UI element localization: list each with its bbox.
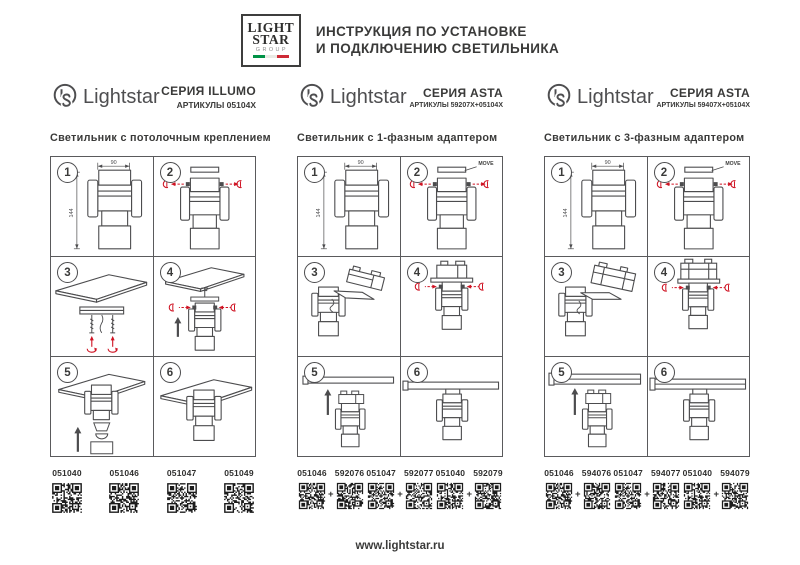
plus-sign: + [644,489,650,500]
svg-text:90: 90 [604,160,611,167]
step-number: 3 [551,262,572,283]
article-number: 594077 [650,468,681,478]
column-subtitle: Светильник с потолочным креплением [50,132,271,144]
svg-text:MOVE: MOVE [477,161,494,168]
qr-group [165,468,199,515]
step-number: 5 [304,362,325,383]
step-cell [50,156,153,256]
step-cell [50,256,153,356]
step-cell [544,356,647,456]
article-number: 051047 [366,468,396,478]
svg-text:MOVE: MOVE [724,161,741,168]
qr-item [720,468,750,511]
article-number: 592079 [473,468,503,478]
qr-item [404,468,434,511]
title-line-2: И ПОДКЛЮЧЕНИЮ СВЕТИЛЬНИКА [315,41,560,56]
article-number: 051046 [297,468,327,478]
article-number: 051047 [613,468,643,478]
qr-item [165,468,199,515]
column-subtitle: Светильник с 1-фазным адаптером [297,132,498,144]
step-cell [297,156,400,256]
column-asta-1phase [297,75,503,515]
qr-code [613,481,643,511]
columns [0,75,800,515]
logo-text-star: STAR [252,31,290,47]
svg-text:144: 144 [562,208,569,218]
qr-group [50,468,84,515]
lightstar-logo-icon [50,81,80,114]
qr-code [473,481,503,511]
qr-item [222,468,256,515]
qr-code [297,481,327,511]
plus-sign: + [575,489,581,500]
qr-group [297,468,365,511]
qr-row [50,468,256,515]
qr-row [297,468,503,511]
brand-row [297,75,503,119]
svg-text:144: 144 [68,208,75,218]
step-cell [297,356,400,456]
step-number: 6 [160,362,181,383]
qr-group [222,468,256,515]
step-cell [544,156,647,256]
step-cell [647,356,750,456]
article-number: 592076 [334,468,365,478]
qr-item [297,468,327,511]
qr-code [107,481,141,515]
step-number: 5 [551,362,572,383]
svg-text:144: 144 [315,208,322,218]
brand-wordmark: Lightstar [83,85,160,108]
qr-code [720,481,750,511]
brand-wordmark: Lightstar [577,85,654,108]
article-number: 051040 [435,468,466,478]
qr-item [682,468,712,511]
series-articles: АРТИКУЛЫ 59407X+05104X [656,101,750,109]
step-number: 4 [160,262,181,283]
series-articles: АРТИКУЛЫ 59207X+05104X [409,101,503,109]
qr-code [582,481,612,511]
qr-group [682,468,750,511]
qr-group [107,468,141,515]
plus-sign: + [466,489,472,500]
article-number: 594079 [720,468,750,478]
step-cell [297,256,400,356]
step-number: 1 [57,162,78,183]
step-number: 6 [407,362,428,383]
series-articles: АРТИКУЛЫ 05104X [176,100,256,110]
article-number: 051047 [166,468,197,478]
step-number: 3 [304,262,325,283]
qr-code [50,481,84,515]
step-cell [400,356,503,456]
qr-code [651,481,681,511]
qr-item [435,468,465,511]
qr-item [651,468,681,511]
qr-item [613,468,643,511]
step-number: 3 [57,262,78,283]
qr-item [473,468,503,511]
qr-code [335,481,365,511]
qr-item [107,468,141,515]
step-number: 2 [407,162,428,183]
article-number: 051049 [224,468,254,478]
step-cell [50,356,153,456]
qr-item [366,468,396,511]
article-number: 051040 [52,468,82,478]
qr-item [582,468,612,511]
page-title [316,23,559,58]
plus-sign: + [713,489,719,500]
article-number: 051046 [109,468,140,478]
steps-grid [297,156,503,457]
brand-row [544,75,750,119]
step-number: 6 [654,362,675,383]
step-cell [153,156,256,256]
title-line-1: ИНСТРУКЦИЯ ПО УСТАНОВКЕ [315,23,527,39]
step-number: 2 [654,162,675,183]
lightstar-logo-icon [544,81,574,114]
qr-code [544,481,574,511]
article-number: 051046 [544,468,574,478]
qr-group [613,468,681,511]
plus-sign: + [397,489,403,500]
qr-row [544,468,750,511]
qr-code [404,481,434,511]
step-number: 5 [57,362,78,383]
svg-text:90: 90 [357,160,364,167]
qr-group [366,468,434,511]
step-cell [544,256,647,356]
series-title: СЕРИЯ ASTA [422,85,503,100]
column-subtitle: Светильник с 3-фазным адаптером [544,132,745,144]
brand-row [50,75,256,119]
brand-wordmark: Lightstar [330,85,407,108]
step-number: 2 [160,162,181,183]
header [0,0,800,68]
article-number: 051040 [682,468,713,478]
article-number: 592077 [403,468,434,478]
step-cell [153,256,256,356]
logo-text-group: GROUP [255,46,288,53]
step-cell [647,256,750,356]
column-illumo [50,75,271,515]
step-number: 4 [407,262,428,283]
step-cell [647,156,750,256]
footer [0,540,800,552]
step-number: 1 [304,162,325,183]
website-url: www.lightstar.ru [355,540,445,552]
column-asta-3phase [544,75,750,515]
series-title: СЕРИЯ ASTA [669,85,750,100]
step-cell [153,356,256,456]
qr-code [682,481,712,511]
plus-sign: + [328,489,334,500]
steps-grid [544,156,750,457]
qr-item [544,468,574,511]
series-block [656,86,750,109]
qr-item [50,468,84,515]
article-number: 594076 [581,468,612,478]
qr-code [366,481,396,511]
series-block [409,86,503,109]
qr-code [222,481,256,515]
qr-code [165,481,199,515]
series-block [161,84,256,110]
logo-text-light: LIGHT [247,20,295,36]
lightstar-logo-icon [297,81,327,114]
steps-grid [50,156,256,457]
step-number: 1 [551,162,572,183]
qr-group [544,468,612,511]
step-cell [400,156,503,256]
svg-text:90: 90 [110,160,117,167]
series-title: СЕРИЯ ILLUMO [161,84,256,98]
lightstar-group-logo [241,14,301,67]
step-cell [400,256,503,356]
qr-item [335,468,365,511]
step-number: 4 [654,262,675,283]
qr-code [435,481,465,511]
italian-flag-bar [253,55,289,58]
qr-group [435,468,503,511]
